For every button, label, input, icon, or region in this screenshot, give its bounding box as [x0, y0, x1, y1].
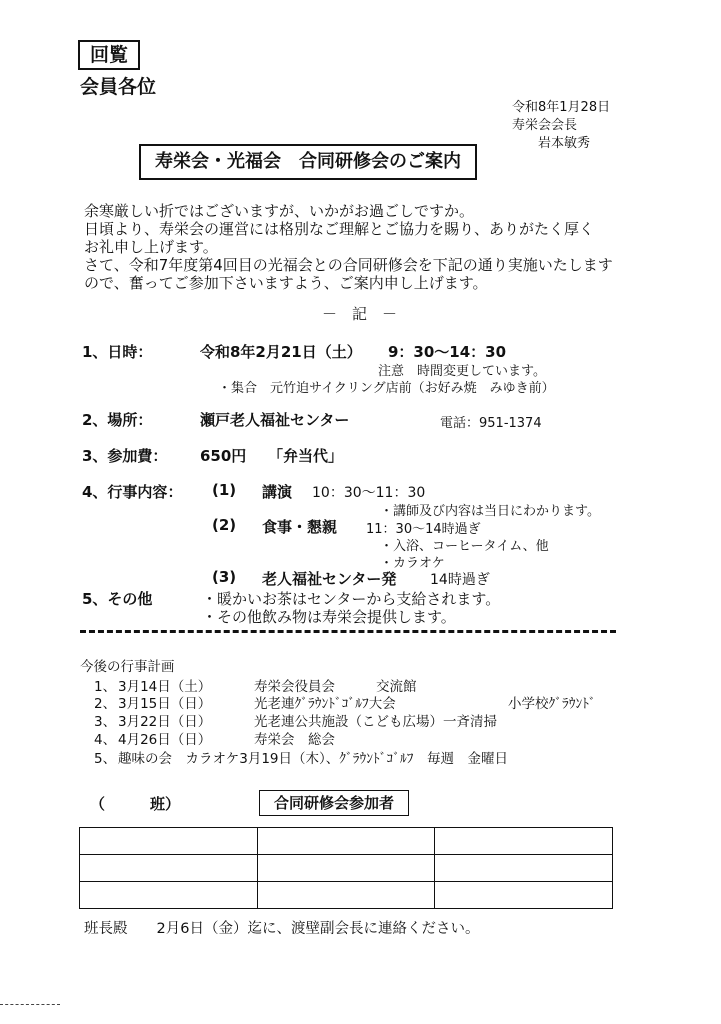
time-change-note: 注意 時間変更しています。	[378, 364, 546, 379]
program-2-note: ・入浴、コーヒータイム、他	[380, 539, 549, 554]
greeting-line: お礼申し上げます。	[84, 238, 218, 256]
program-2-time: 11：30～14時過ぎ	[366, 522, 481, 537]
participant-cell[interactable]	[80, 855, 258, 882]
program-2-note: ・カラオケ	[380, 556, 445, 571]
sender-org: 寿栄会会長	[512, 118, 578, 133]
cut-line-divider	[80, 630, 616, 633]
table-row	[80, 855, 613, 882]
schedule-row-event: 寿栄会役員会	[254, 679, 335, 695]
meeting-point: ・集合 元竹迫サイクリング店前（お好み焼 みゆき前）	[218, 381, 555, 396]
participant-cell[interactable]	[257, 828, 435, 855]
table-row	[80, 828, 613, 855]
schedule-row-number: 2、	[94, 696, 117, 712]
other-line: ・その他飲み物は寿栄会提供します。	[202, 608, 456, 626]
program-3-number: (3)	[212, 568, 237, 586]
schedule-row-number: 1、	[94, 679, 117, 695]
program-3-title: 老人福祉センター発	[262, 570, 397, 588]
table-row	[80, 882, 613, 909]
participant-cell[interactable]	[80, 882, 258, 909]
other-label: 5、その他	[82, 590, 153, 608]
greeting-line: 余寒厳しい折ではございますが、いかがお過ごしですか。	[84, 202, 475, 220]
footer-instruction: 班長殿 2月6日（金）迄に、渡壁副会長に連絡ください。	[84, 921, 480, 937]
program-1-note: ・講師及び内容は当日にわかります。	[380, 504, 600, 519]
schedule-row-date: 3月14日（土）	[118, 679, 212, 695]
event-date: 令和8年2月21日（土）	[200, 343, 362, 361]
schedule-row-place: 交流館	[376, 679, 417, 695]
fee-label: 3、参加費：	[82, 447, 168, 465]
schedule-row-event: 光老連ｸﾞﾗｳﾝﾄﾞｺﾞﾙﾌ大会	[254, 696, 396, 712]
schedule-row-number: 4、	[94, 732, 117, 748]
greeting-line: 日頃より、寿栄会の運営には格別なご理解とご協力を賜り、ありがたく厚く	[84, 220, 595, 238]
program-1-time: 10：30～11：30	[312, 485, 426, 501]
datetime-label: 1、日時：	[82, 343, 153, 361]
participant-cell[interactable]	[435, 828, 613, 855]
group-label: （ 班）	[90, 795, 181, 813]
scan-artifact	[0, 1004, 60, 1005]
program-label: 4、行事内容：	[82, 483, 183, 501]
participant-cell[interactable]	[80, 828, 258, 855]
participants-table	[79, 827, 613, 909]
greeting-line: さて、令和7年度第4回目の光福会との合同研修会を下記の通り実施いたします	[84, 256, 613, 274]
schedule-row-event: 光老連公共施設（こども広場）一斉清掃	[254, 714, 497, 730]
schedule-row-event: 寿栄会 総会	[254, 732, 335, 748]
fee-amount: 650円	[200, 447, 247, 465]
schedule-row-event: 趣味の会 カラオケ3月19日（木）、ｸﾞﾗｳﾝﾄﾞｺﾞﾙﾌ 毎週 金曜日	[118, 751, 508, 767]
participant-cell[interactable]	[257, 855, 435, 882]
place-phone: 電話：951-1374	[440, 416, 542, 431]
addressee: 会員各位	[80, 76, 157, 98]
schedule-row-date: 3月22日（日）	[118, 714, 212, 730]
sender-name: 岩本敏秀	[538, 136, 591, 151]
ki-heading: － 記 －	[322, 305, 398, 323]
document-title: 寿栄会・光福会 合同研修会のご案内	[139, 144, 477, 180]
schedule-row-number: 3、	[94, 714, 117, 730]
participant-cell[interactable]	[257, 882, 435, 909]
other-line: ・暖かいお茶はセンターから支給されます。	[202, 590, 501, 608]
program-2-title: 食事・懇親	[262, 518, 338, 536]
participants-title: 合同研修会参加者	[259, 790, 409, 816]
place-label: 2、場所：	[82, 411, 153, 429]
greeting-line: ので、奮ってご参加下さいますよう、ご案内申し上げます。	[84, 274, 488, 292]
schedule-row-number: 5、	[94, 751, 117, 767]
issue-date: 令和8年1月28日	[512, 100, 611, 115]
schedule-row-place: 小学校ｸﾞﾗｳﾝﾄﾞ	[508, 696, 596, 712]
program-2-number: (2)	[212, 516, 237, 534]
circulation-stamp: 回覧	[78, 40, 140, 70]
fee-note: 「弁当代」	[268, 447, 344, 465]
program-1-number: (1)	[212, 481, 237, 499]
schedule-row-date: 3月15日（日）	[118, 696, 212, 712]
schedule-heading: 今後の行事計画	[80, 659, 175, 675]
participant-cell[interactable]	[435, 882, 613, 909]
place-value: 瀬戸老人福祉センター	[200, 411, 350, 429]
program-3-time: 14時過ぎ	[430, 572, 490, 588]
event-time: 9：30～14：30	[388, 343, 507, 361]
participant-cell[interactable]	[435, 855, 613, 882]
schedule-row-date: 4月26日（日）	[118, 732, 212, 748]
program-1-title: 講演	[262, 483, 293, 501]
